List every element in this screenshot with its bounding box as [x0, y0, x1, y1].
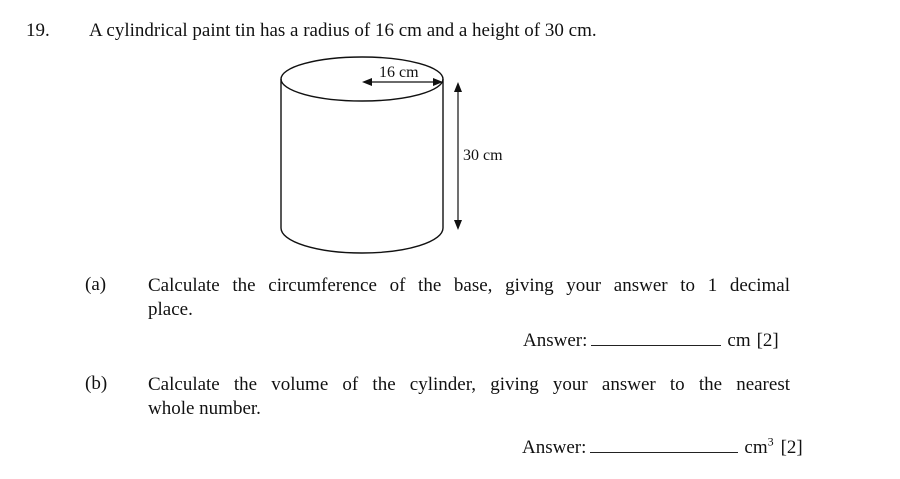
cylinder-diagram — [276, 52, 516, 262]
height-arrow-bottom-head — [454, 220, 462, 230]
part-a-text — [148, 274, 790, 322]
cylinder-bottom-curve — [281, 228, 443, 253]
radius-arrow-left-head — [362, 78, 372, 86]
part-b-answer-row — [522, 434, 803, 459]
part-a-text-line2: place. — [148, 299, 193, 320]
part-b-unit — [744, 434, 774, 459]
part-a-answer-blank[interactable] — [591, 327, 721, 346]
part-b-text-line2: whole number. — [148, 398, 261, 419]
part-a-answer-label: Answer: — [523, 330, 588, 351]
part-a-text-line1: Calculate the circumference of the base, giving your answer to 1 decimal — [148, 275, 790, 296]
part-b-unit-base: cm — [744, 437, 768, 458]
question-text: A cylindrical paint tin has a radius of 16 cm and a height of 30 cm. — [89, 20, 597, 41]
part-a-label: (a) — [85, 274, 107, 295]
part-b-text-line1: Calculate the volume of the cylinder, giving your answer to the nearest — [148, 374, 790, 395]
radius-label: 16 cm — [379, 64, 419, 81]
part-b-answer-label: Answer: — [522, 437, 587, 458]
part-b-label: (b) — [85, 373, 108, 394]
part-a-answer-row — [523, 327, 779, 352]
part-b-unit-exponent: 3 — [767, 434, 774, 449]
question-number: 19. — [26, 20, 50, 41]
height-label: 30 cm — [463, 147, 503, 164]
part-b-answer-blank[interactable] — [590, 434, 738, 453]
cylinder-top-ellipse — [281, 57, 443, 101]
radius-arrow-right-head — [433, 78, 443, 86]
part-b-text — [148, 373, 790, 421]
part-b-marks: [2] — [780, 437, 803, 458]
height-arrow-top-head — [454, 82, 462, 92]
part-a-marks: [2] — [756, 330, 779, 351]
part-a-unit: cm — [727, 330, 751, 351]
